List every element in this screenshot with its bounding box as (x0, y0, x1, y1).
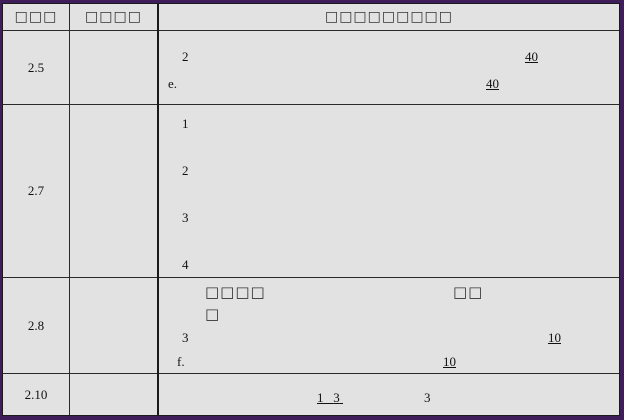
line-prefix: 3 (182, 330, 189, 345)
list-number: 1 (182, 116, 189, 131)
missing-glyph-text: □□ (453, 283, 484, 301)
section-number: 2.10 (24, 387, 48, 402)
section-number: 2.8 (27, 317, 45, 333)
missing-glyph-text: □ (205, 305, 221, 323)
trailing-number: 3 (424, 390, 431, 405)
revision-table (2, 3, 620, 416)
underlined-value: 40 (525, 49, 538, 64)
list-number: 3 (182, 210, 189, 225)
underlined-value: 40 (486, 76, 499, 91)
list-number: 4 (182, 257, 189, 272)
line-prefix: 2 (182, 49, 189, 64)
paragraph-cell (70, 105, 157, 277)
list-number: 2 (182, 163, 189, 178)
paragraph-cell (70, 374, 157, 416)
paragraph-cell (70, 278, 157, 373)
header-section: □□□ (14, 9, 58, 25)
header-paragraph: □□□□ (85, 9, 142, 25)
line-prefix: e. (168, 76, 178, 91)
paragraph-cell (70, 31, 157, 104)
header-content: □□□□□□□□□ (324, 9, 454, 25)
line-prefix: f. (177, 354, 185, 369)
range-start: 1 (317, 390, 324, 405)
section-number: 2.5 (27, 59, 45, 75)
underlined-value: 10 (443, 354, 456, 369)
range-end: 3 (333, 390, 340, 405)
column-divider (157, 4, 159, 415)
range-reference (317, 390, 343, 406)
missing-glyph-text: □□□□ (205, 283, 266, 301)
section-number: 2.7 (27, 183, 45, 198)
underlined-value: 10 (548, 330, 561, 345)
